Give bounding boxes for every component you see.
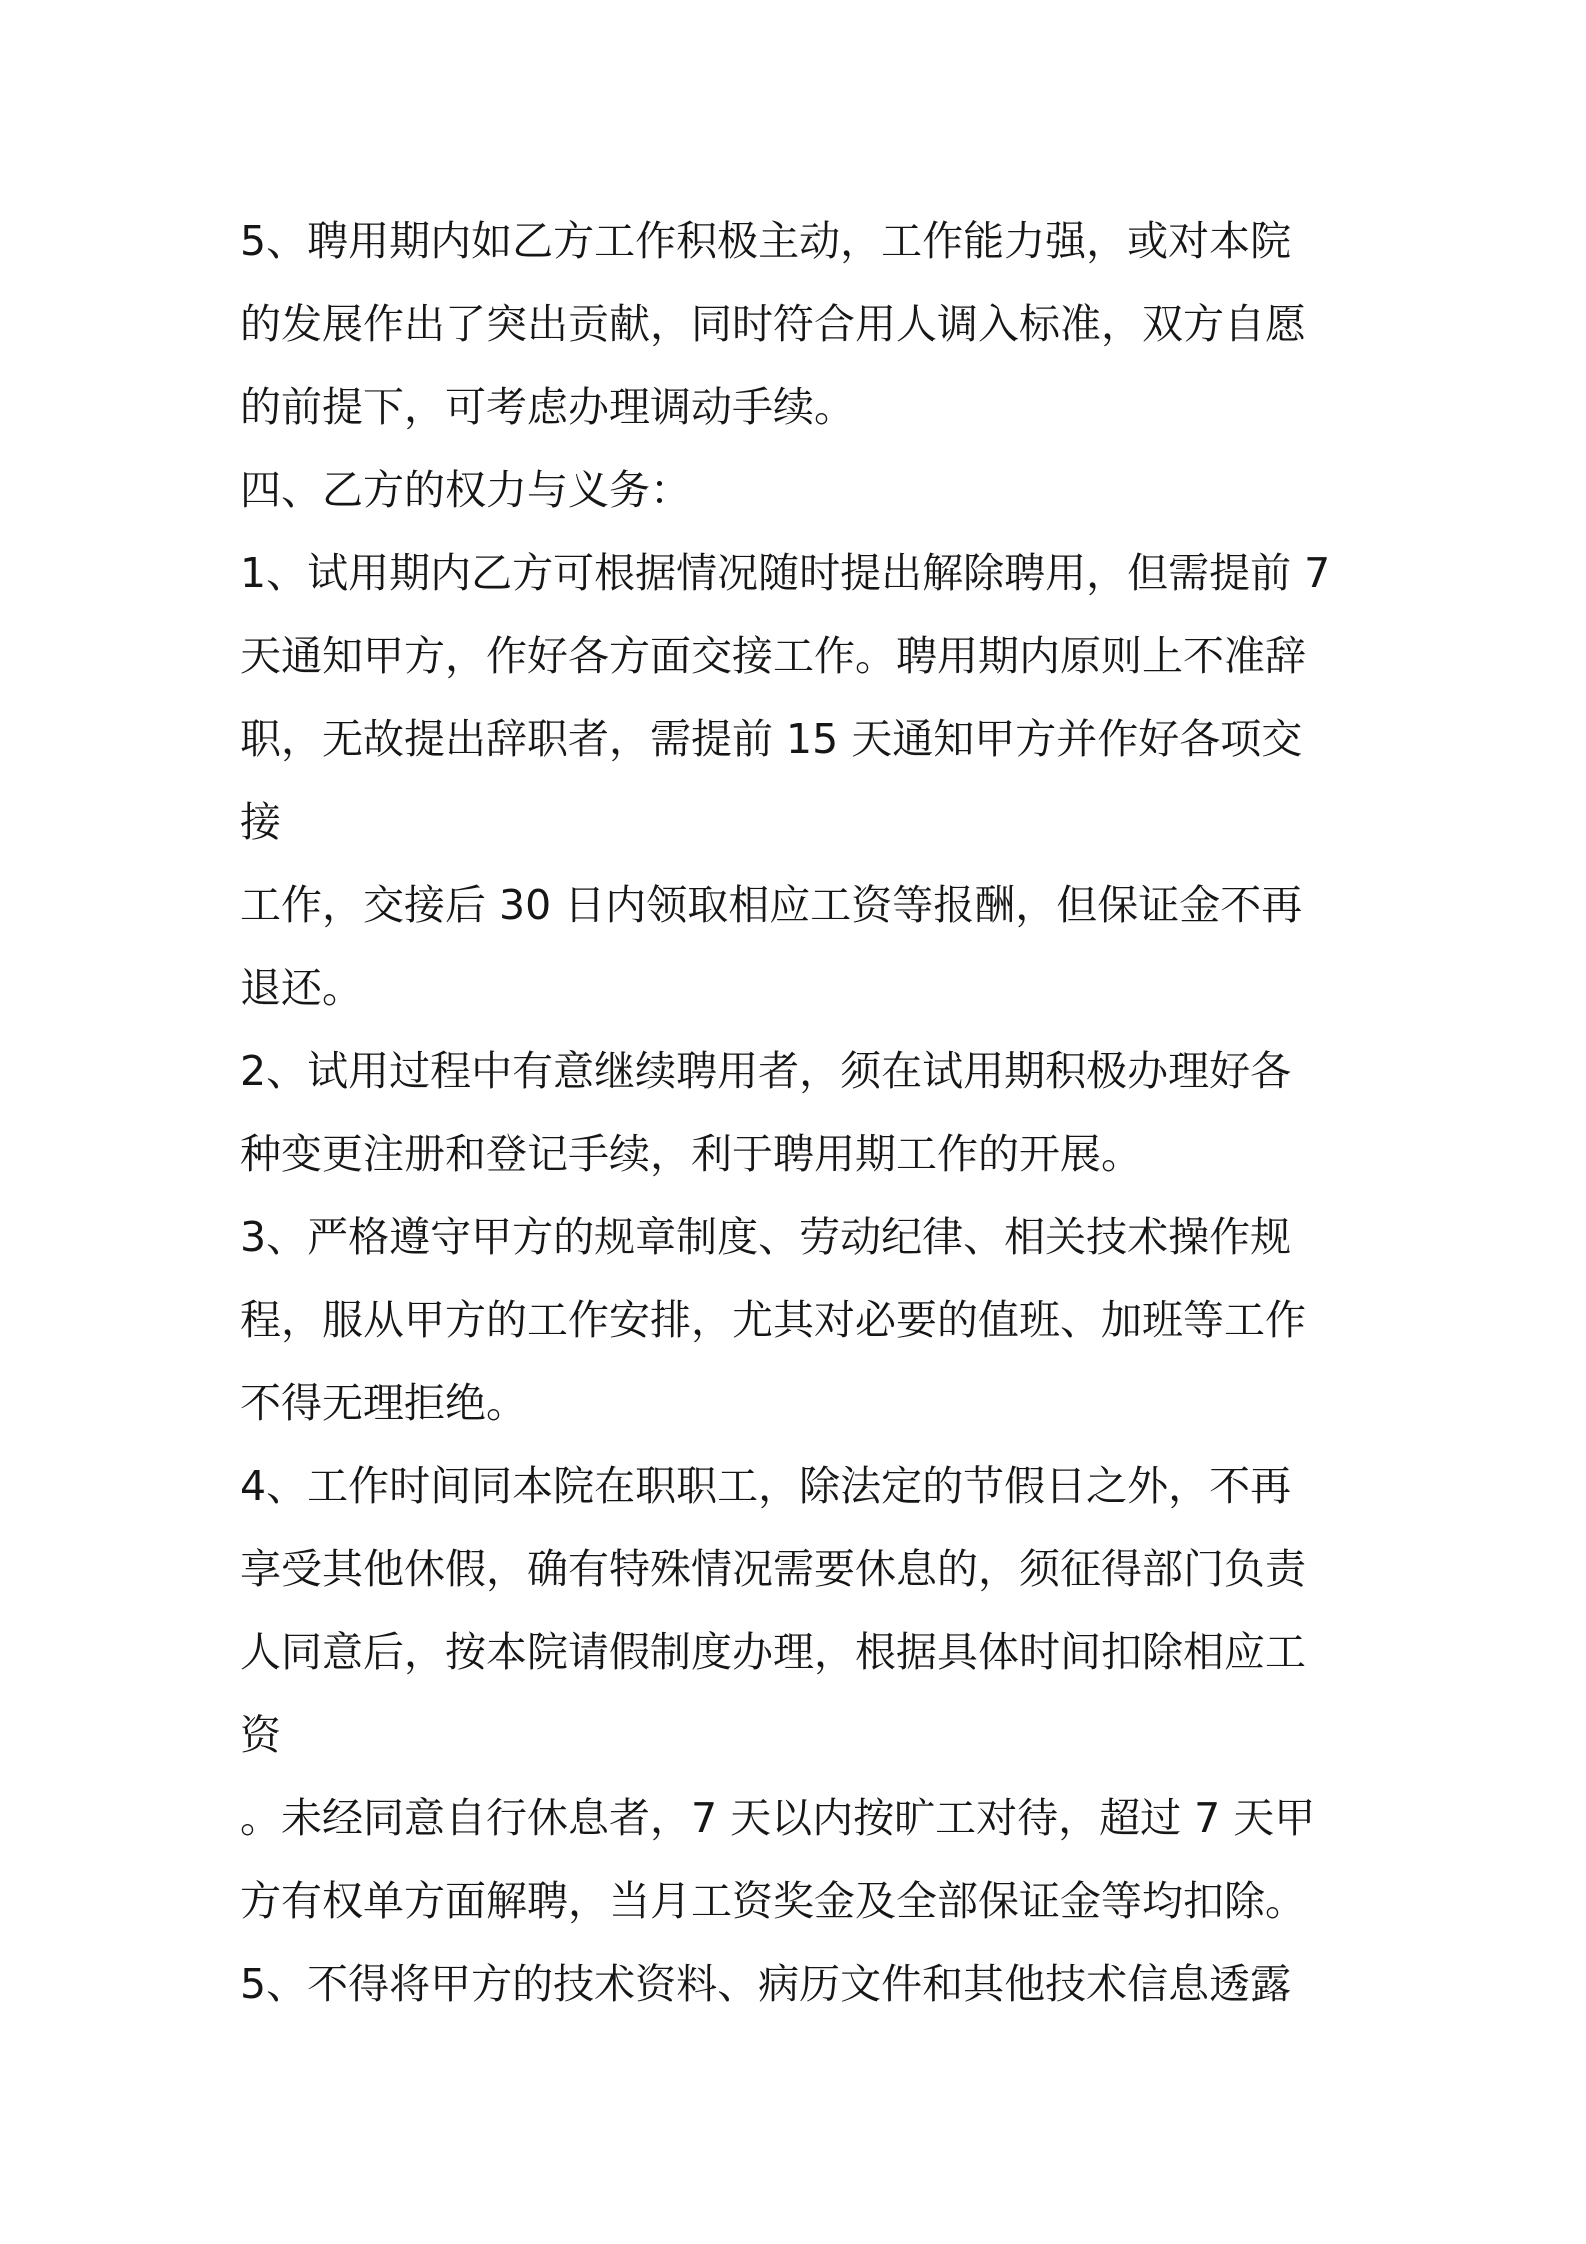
text-line: 的发展作出了突出贡献，同时符合用人调入标准，双方自愿: [240, 300, 1306, 348]
text-line: 方有权单方面解聘，当月工资奖金及全部保证金等均扣除。: [240, 1877, 1306, 1925]
text-line: 5、不得将甲方的技术资料、病历文件和其他技术信息透露: [240, 1960, 1292, 2008]
text-line: 。未经同意自行休息者，7 天以内按旷工对待，超过 7 天甲: [240, 1794, 1316, 1842]
text-line: 资: [240, 1711, 281, 1759]
text-line: 职，无故提出辞职者，需提前 15 天通知甲方并作好各项交: [240, 715, 1303, 763]
text-line: 天通知甲方，作好各方面交接工作。聘用期内原则上不准辞: [240, 632, 1306, 680]
document-body: [240, 200, 1360, 2026]
text-line: 享受其他休假，确有特殊情况需要休息的，须征得部门负责: [240, 1545, 1306, 1593]
text-line: 4、工作时间同本院在职职工，除法定的节假日之外，不再: [240, 1462, 1292, 1510]
text-line: 2、试用过程中有意继续聘用者，须在试用期积极办理好各: [240, 1047, 1292, 1095]
text-line: 不得无理拒绝。: [240, 1379, 527, 1427]
text-line: 的前提下，可考虑办理调动手续。: [240, 383, 855, 431]
section-heading: 四、乙方的权力与义务：: [240, 466, 691, 514]
text-line: 程，服从甲方的工作安排，尤其对必要的值班、加班等工作: [240, 1296, 1306, 1344]
text-line: 1、试用期内乙方可根据情况随时提出解除聘用，但需提前 7: [240, 549, 1331, 597]
text-line: 5、聘用期内如乙方工作积极主动，工作能力强，或对本院: [240, 217, 1292, 265]
text-line: 种变更注册和登记手续，利于聘用期工作的开展。: [240, 1130, 1142, 1178]
text-line: 退还。: [240, 964, 363, 1012]
text-line: 3、严格遵守甲方的规章制度、劳动纪律、相关技术操作规: [240, 1213, 1292, 1261]
text-line: 工作，交接后 30 日内领取相应工资等报酬，但保证金不再: [240, 881, 1303, 929]
text-line: 人同意后，按本院请假制度办理，根据具体时间扣除相应工: [240, 1628, 1306, 1676]
text-line: 接: [240, 798, 281, 846]
